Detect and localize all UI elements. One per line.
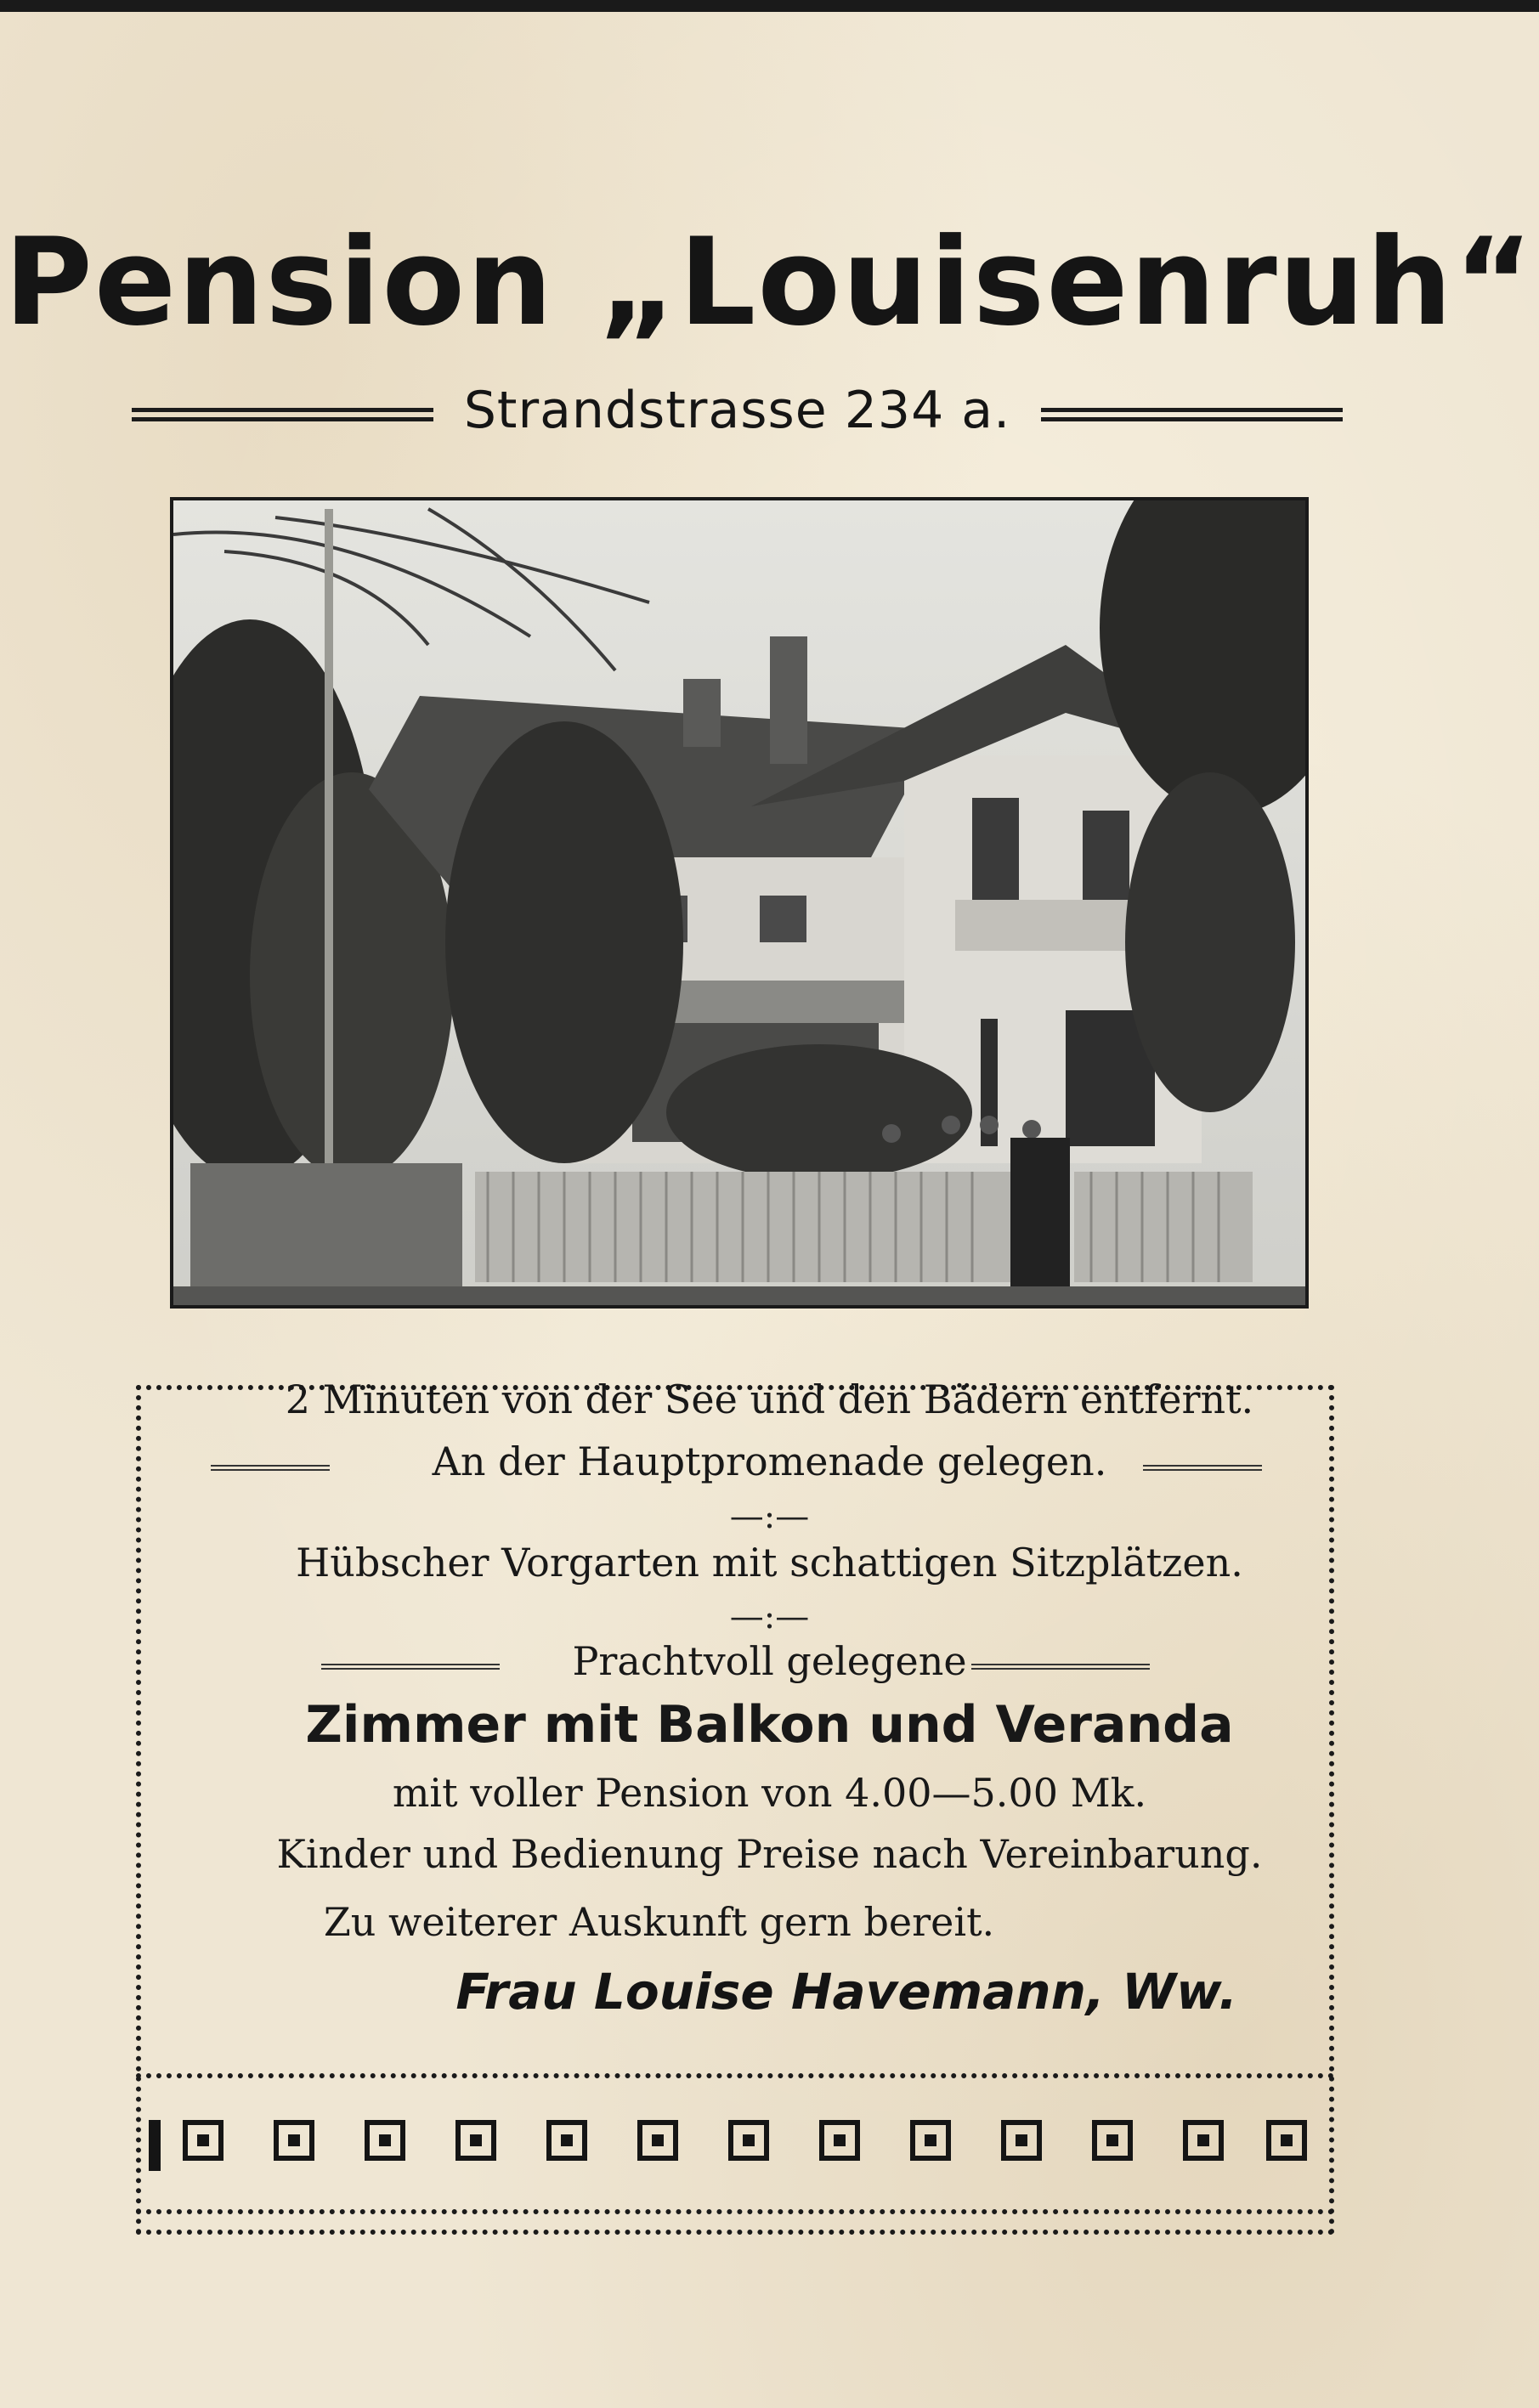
price-line: mit voller Pension von 4.00—5.00 Mk. <box>392 1770 1147 1816</box>
ornament-square <box>819 2120 860 2161</box>
ornament-square <box>183 2120 223 2161</box>
ornament-square <box>365 2120 405 2161</box>
intro-line: Prachtvoll gelegene <box>572 1638 967 1684</box>
rooms-heading: Zimmer mit Balkon und Veranda <box>305 1695 1234 1755</box>
ornament-square <box>728 2120 769 2161</box>
ornament-square <box>1092 2120 1133 2161</box>
ornament-square <box>637 2120 678 2161</box>
rule-right-2 <box>1143 1465 1262 1471</box>
info-line: Zu weiterer Auskunft gern bereit. <box>323 1899 995 1945</box>
ornament-square <box>1001 2120 1042 2161</box>
page-top-edge <box>0 0 1539 12</box>
greek-key-ornament <box>149 2120 1317 2171</box>
separator-1: —:— <box>729 1497 810 1536</box>
bottom-frame-edge <box>136 2209 1334 2219</box>
address: Strandstrasse 234 a. <box>463 381 1011 440</box>
page-title: Pension „Louisenruh“ <box>3 212 1536 353</box>
children-line: Kinder und Bedienung Preise nach Vereinbarung. <box>276 1831 1263 1877</box>
house-photo-svg <box>173 500 1305 1305</box>
separator-2: —:— <box>729 1597 810 1636</box>
ornament-bar <box>149 2120 161 2171</box>
signature: Frau Louise Havemann, Ww. <box>455 1963 1237 2021</box>
garden-line: Hübscher Vorgarten mit schattigen Sitzplätzen. <box>296 1540 1243 1586</box>
ornament-square <box>1266 2120 1307 2161</box>
address-row <box>132 381 1343 449</box>
divider-band <box>136 2073 1334 2083</box>
house-photograph <box>170 497 1309 1309</box>
distance-line: 2 Minuten von der See und den Bädern entfernt. <box>285 1376 1254 1422</box>
ornament-square <box>910 2120 951 2161</box>
ornament-square <box>546 2120 587 2161</box>
ornament-square <box>455 2120 496 2161</box>
ornament-square <box>1183 2120 1224 2161</box>
rule-right-3 <box>971 1664 1150 1670</box>
rule-right <box>1041 408 1343 421</box>
promenade-line: An der Hauptpromenade gelegen. <box>432 1439 1107 1484</box>
ornament-square <box>274 2120 314 2161</box>
